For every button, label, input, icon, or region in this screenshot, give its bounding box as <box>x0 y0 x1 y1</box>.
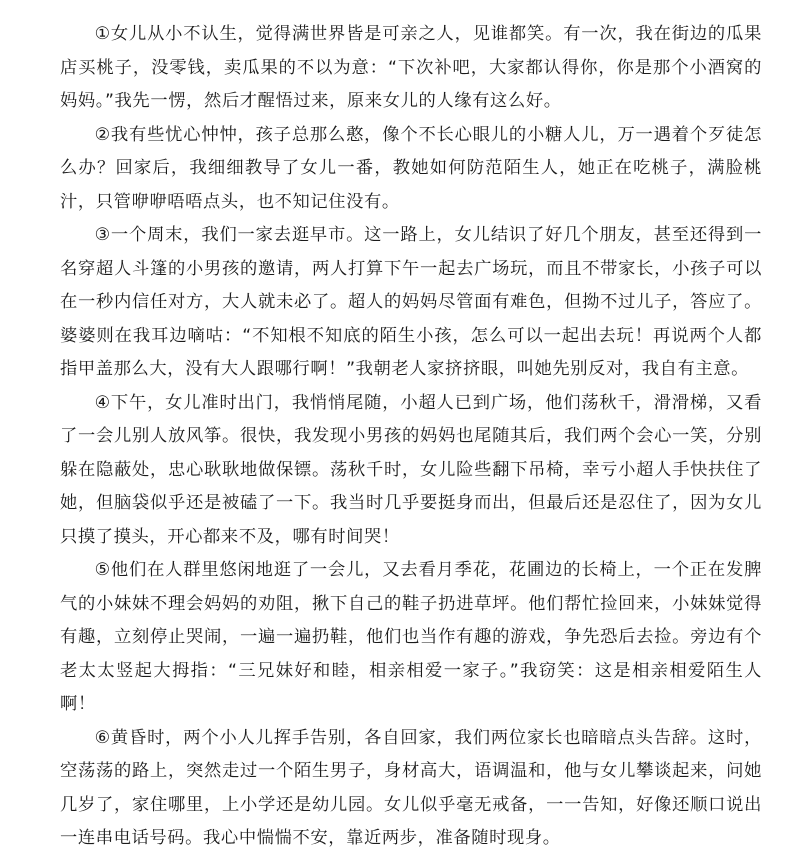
paragraph-5: ⑤他们在人群里悠闲地逛了一会儿，又去看月季花，花圃边的长椅上，一个正在发脾气的小妹妹不理会妈妈的劝阻，揪下自己的鞋子扔进草坪。他们帮忙捡回来，小妹妹觉得有趣，立刻停止哭闹，一遍一遍扔鞋，他们也当作有趣的游戏，争先恐后去捡。旁边有个老太太竖起大拇指：“三兄妹好和睦，相亲相爱一家子。”我窃笑：这是相亲相爱陌生人啊！ <box>60 560 762 714</box>
paragraph-1: ①女儿从小不认生，觉得满世界皆是可亲之人，见谁都笑。有一次，我在街边的瓜果店买桃子，没零钱，卖瓜果的不以为意：“下次补吧，大家都认得你，你是那个小酒窝的妈妈。”我先一愣，然后才醒悟过来，原来女儿的人缘有这么好。 <box>60 24 762 111</box>
paragraph-6: ⑥黄昏时，两个小人儿挥手告别，各自回家，我们两位家长也暗暗点头告辞。这时，空荡荡的路上，突然走过一个陌生男子，身材高大，语调温和，他与女儿攀谈起来，问她几岁了，家住哪里，上小学还是幼儿园。女儿似乎毫无戒备，一一告知，好像还顺口说出一连串电话号码。我心中惴惴不安，靠近两步，准备随时现身。 <box>60 727 762 848</box>
article-body <box>60 18 762 856</box>
paragraph-3: ③一个周末，我们一家去逛早市。这一路上，女儿结识了好几个朋友，甚至还得到一名穿超人斗篷的小男孩的邀请，两人打算下午一起去广场玩，而且不带家长，小孩子可以在一秒内信任对方，大人就未必了。超人的妈妈尽管面有难色，但拗不过儿子，答应了。婆婆则在我耳边嘀咕：“不知根不知底的陌生小孩，怎么可以一起出去玩！再说两个人都指甲盖那么大，没有大人跟哪行啊！”我朝老人家挤挤眼，叫她先别反对，我自有主意。 <box>60 225 762 379</box>
paragraph-4: ④下午，女儿准时出门，我悄悄尾随，小超人已到广场，他们荡秋千，滑滑梯，又看了一会儿别人放风筝。很快，我发现小男孩的妈妈也尾随其后，我们两个会心一笑，分别躲在隐蔽处，忠心耿耿地做保镖。荡秋千时，女儿险些翻下吊椅，幸亏小超人手快扶住了她，但脑袋似乎还是被磕了一下。我当时几乎要挺身而出，但最后还是忍住了，因为女儿只摸了摸头，开心都来不及，哪有时间哭！ <box>60 392 762 547</box>
paragraph-2: ②我有些忧心忡忡，孩子总那么憨，像个不长心眼儿的小糖人儿，万一遇着个歹徒怎么办？回家后，我细细教导了女儿一番，教她如何防范陌生人，她正在吃桃子，满脸桃汁，只管咿咿唔唔点头，也不知记住没有。 <box>60 124 762 212</box>
